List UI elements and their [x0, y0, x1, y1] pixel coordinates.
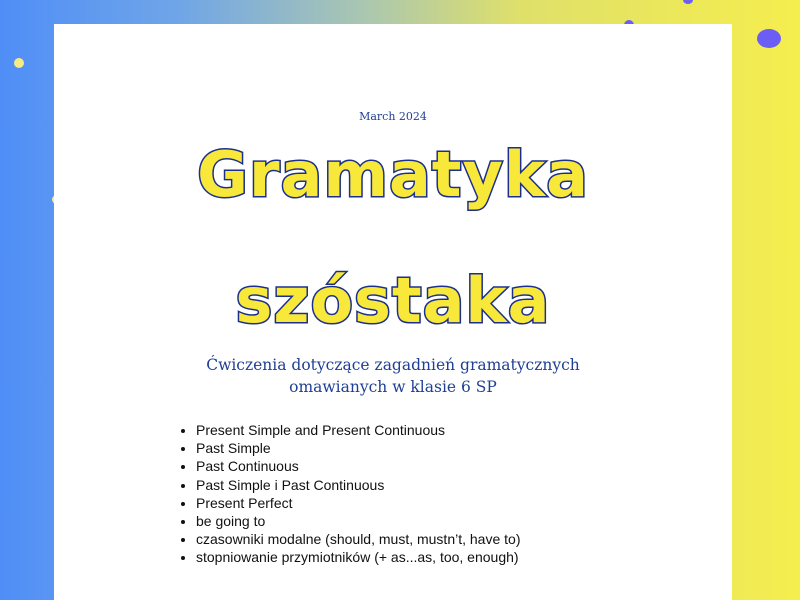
decor-dot — [757, 29, 781, 48]
list-item: • Present Simple and Present Continuous — [196, 421, 520, 439]
subtitle-line-1: Ćwiczenia dotyczące zagadnień gramatycznych — [206, 356, 580, 374]
title-line-1: Gramatyka — [197, 138, 589, 211]
subtitle — [54, 354, 732, 398]
decor-dot — [683, 0, 693, 4]
list-item: • Past Simple i Past Continuous — [196, 476, 520, 494]
list-item: • Past Continuous — [196, 457, 520, 475]
subtitle-line-2: omawianych w klasie 6 SP — [289, 378, 497, 396]
title-line-2: szóstaka — [235, 264, 551, 337]
list-item: • czasowniki modalne (should, must, mustn’t, have to) — [196, 530, 520, 548]
list-item: • be going to — [196, 512, 520, 530]
date-label: March 2024 — [359, 110, 427, 123]
list-item: • Past Simple — [196, 439, 520, 457]
document-page — [54, 24, 732, 600]
list-item: • Present Perfect — [196, 494, 520, 512]
list-item: • stopniowanie przymiotników (+ as...as, too, enough) — [196, 548, 520, 566]
topics-list — [178, 421, 520, 567]
decor-dot — [14, 58, 24, 68]
